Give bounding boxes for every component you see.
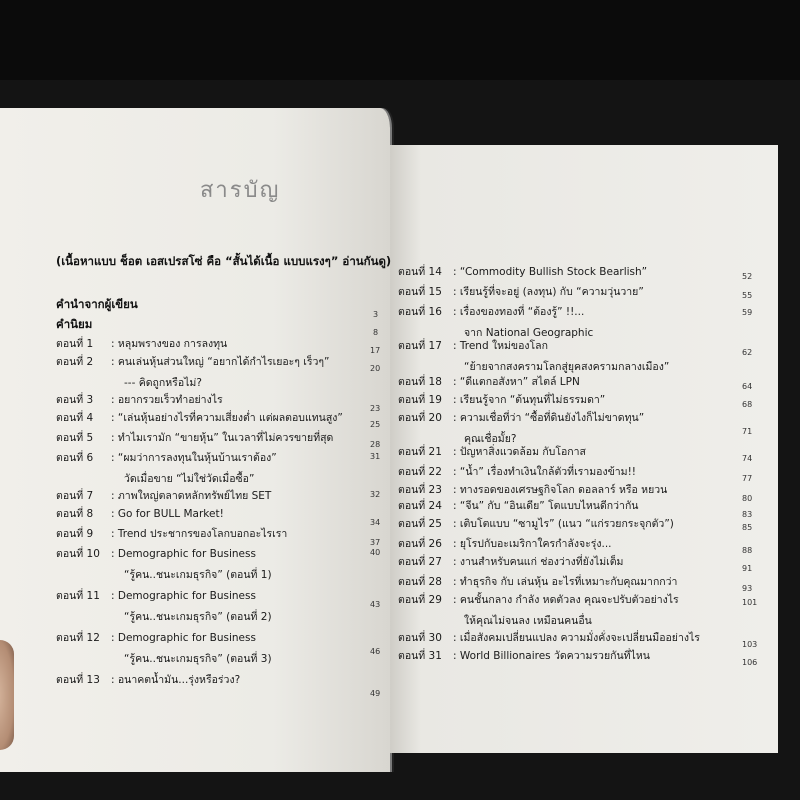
chapter-label: ตอนที่ 3	[56, 394, 94, 406]
page-number: 74	[742, 454, 753, 463]
chapter-label: ตอนที่ 12	[56, 632, 100, 644]
chapter-label: ตอนที่ 7	[56, 490, 94, 502]
toc-entry	[398, 518, 674, 531]
toc-entry	[398, 446, 586, 459]
page-number: 88	[742, 546, 753, 555]
chapter-title: : งานสำหรับคนแก่ ช่องว่างที่ยังไม่เต็ม	[453, 556, 624, 568]
chapter-label: ตอนที่ 14	[398, 266, 442, 278]
page-number: 3	[373, 310, 379, 319]
toc-subtitle: (เนื้อหาแบบ ช็อต เอสเปรสโซ่ คือ “สั้นได้เนื้อ แบบแรงๆ” อ่านกันดู)	[56, 254, 392, 268]
chapter-title: : Demographic for Business	[111, 632, 256, 644]
page-number: 49	[370, 689, 381, 698]
toc-entry	[56, 412, 343, 425]
page-number: 31	[370, 452, 381, 461]
chapter-label: ตอนที่ 16	[398, 306, 442, 318]
chapter-label: ตอนที่ 18	[398, 376, 442, 388]
chapter-label: ตอนที่ 26	[398, 538, 442, 550]
chapter-label: ตอนที่ 15	[398, 286, 442, 298]
toc-entry	[398, 376, 580, 389]
toc-entry	[398, 266, 647, 279]
chapter-title: : ความเชื่อที่ว่า “ซื้อที่ดินยังไงก็ไม่ขาดทุน”	[453, 412, 645, 424]
preface-recommend: คำนิยม	[56, 317, 93, 331]
chapter-title: : ทำไมเรามัก “ขายหุ้น” ในเวลาที่ไม่ควรขายที่สุด	[111, 432, 334, 444]
chapter-label: ตอนที่ 6	[56, 452, 94, 464]
chapter-title: : เรื่องของทองที่ “ต้องรู้” !!...	[453, 306, 585, 318]
toc-entry	[56, 432, 333, 445]
page-number: 62	[742, 348, 753, 357]
chapter-title: : “น้ำ” เรื่องทำเงินใกล้ตัวที่เรามองข้าม!!	[453, 466, 636, 478]
chapter-title-continued: “รู้คน..ชนะเกมธุรกิจ” (ตอนที่ 3)	[124, 653, 272, 665]
page-number: 32	[370, 490, 381, 499]
preface-author: คำนำจากผู้เขียน	[56, 297, 138, 311]
chapter-title-continued: จาก National Geographic	[464, 327, 594, 339]
chapter-title: : Demographic for Business	[111, 548, 256, 560]
page-number: 40	[370, 548, 381, 557]
page-number: 28	[370, 440, 381, 449]
chapter-title: : “Commodity Bullish Stock Bearlish”	[453, 266, 648, 278]
chapter-title: : ทางรอดของเศรษฐกิจโลก ดอลลาร์ หรือ หยวน	[453, 484, 668, 496]
chapter-title-continued: “รู้คน..ชนะเกมธุรกิจ” (ตอนที่ 1)	[124, 569, 272, 581]
chapter-title: : หลุมพรางของ การลงทุน	[111, 338, 228, 350]
page-number: 93	[742, 584, 753, 593]
toc-entry	[398, 340, 548, 353]
page-number: 103	[742, 640, 758, 649]
toc-entry	[56, 356, 330, 369]
toc-entry	[398, 412, 644, 425]
page-number: 77	[742, 474, 753, 483]
chapter-title-continued: คุณเชื่อมั้ย?	[464, 433, 517, 445]
chapter-label: ตอนที่ 25	[398, 518, 442, 530]
chapter-label: ตอนที่ 8	[56, 508, 94, 520]
page-number: 106	[742, 658, 758, 667]
toc-entry	[398, 394, 605, 407]
toc-entry	[398, 594, 679, 607]
page-number: 8	[373, 328, 379, 337]
chapter-label: ตอนที่ 1	[56, 338, 94, 350]
chapter-title-continued: “รู้คน..ชนะเกมธุรกิจ” (ตอนที่ 2)	[124, 611, 272, 623]
chapter-title: : เติบโตแบบ “ซามูไร” (แนว “แก่รวยกระจุกตัว”)	[453, 518, 674, 530]
page-number: 23	[370, 404, 381, 413]
chapter-label: ตอนที่ 24	[398, 500, 442, 512]
page-number: 80	[742, 494, 753, 503]
chapter-title: : ยุโรปกับอะเมริกาใครกำลังจะรุ่ง...	[453, 538, 612, 550]
chapter-label: ตอนที่ 11	[56, 590, 100, 602]
chapter-title: : เรียนรู้จาก “ต้นทุนที่ไม่ธรรมดา”	[453, 394, 606, 406]
chapter-title: : คนเล่นหุ้นส่วนใหญ่ “อยากได้กำไรเยอะๆ เร็วๆ”	[111, 356, 330, 368]
page-number: 34	[370, 518, 381, 527]
chapter-label: ตอนที่ 30	[398, 632, 442, 644]
page-number: 43	[370, 600, 381, 609]
chapter-label: ตอนที่ 27	[398, 556, 442, 568]
chapter-title: : Trend ใหม่ของโลก	[453, 340, 548, 352]
chapter-label: ตอนที่ 21	[398, 446, 442, 458]
page-number: 68	[742, 400, 753, 409]
toc-entry	[56, 508, 224, 521]
chapter-label: ตอนที่ 5	[56, 432, 94, 444]
chapter-title: : ภาพใหญ่ตลาดหลักทรัพย์ไทย SET	[111, 490, 272, 502]
page-number: 59	[742, 308, 753, 317]
toc-entry	[56, 632, 256, 645]
chapter-title: : “เล่นหุ้นอย่างไรที่ความเสี่ยงต่ำ แต่ผลตอบแทนสูง”	[111, 412, 343, 424]
page-number: 85	[742, 523, 753, 532]
chapter-title-continued: ให้คุณไม่จนลง เหมือนคนอื่น	[464, 615, 592, 627]
toc-entry	[398, 306, 584, 319]
chapter-title: : อยากรวยเร็วทำอย่างไร	[111, 394, 223, 406]
toc-entry	[56, 548, 256, 561]
chapter-label: ตอนที่ 4	[56, 412, 94, 424]
toc-entry	[398, 484, 667, 497]
toc-entry	[56, 338, 227, 351]
chapter-label: ตอนที่ 10	[56, 548, 100, 560]
page-number: 64	[742, 382, 753, 391]
chapter-label: ตอนที่ 9	[56, 528, 94, 540]
hand-thumb	[0, 640, 14, 750]
chapter-label: ตอนที่ 20	[398, 412, 442, 424]
chapter-label: ตอนที่ 17	[398, 340, 442, 352]
page-number: 20	[370, 364, 381, 373]
chapter-title: : World Billionaires วัดความรวยกันที่ไหน	[453, 650, 650, 662]
toc-entry	[398, 286, 644, 299]
chapter-label: ตอนที่ 31	[398, 650, 442, 662]
toc-entry	[56, 490, 271, 503]
chapter-title: : Demographic for Business	[111, 590, 256, 602]
chapter-title: : “จีน” กับ “อินเดีย” โตแบบไหนดีกว่ากัน	[453, 500, 639, 512]
page-number: 52	[742, 272, 753, 281]
chapter-title-continued: --- คิดถูกหรือไม่?	[124, 377, 202, 389]
toc-entry	[398, 466, 636, 479]
chapter-title: : “ผมว่าการลงทุนในหุ้นบ้านเราต้อง”	[111, 452, 277, 464]
page-number: 17	[370, 346, 381, 355]
toc-entry	[56, 674, 240, 687]
chapter-title: : ทำธุรกิจ กับ เล่นหุ้น อะไรที่เหมาะกับคุณมากกว่า	[453, 576, 678, 588]
page-number: 71	[742, 427, 753, 436]
chapter-label: ตอนที่ 29	[398, 594, 442, 606]
toc-entry	[56, 528, 287, 541]
chapter-title: : เรียนรู้ที่จะอยู่ (ลงทุน) กับ “ความวุ่นวาย”	[453, 286, 644, 298]
page-number: 25	[370, 420, 381, 429]
chapter-title: : ปัญหาสิ่งแวดล้อม กับโอกาส	[453, 446, 586, 458]
chapter-title: : Go for BULL Market!	[111, 508, 224, 520]
toc-entry	[398, 500, 638, 513]
chapter-label: ตอนที่ 19	[398, 394, 442, 406]
toc-entry	[56, 452, 277, 465]
page-number: 101	[742, 598, 758, 607]
chapter-title-continued: “ย้ายจากสงครามโลกสู่ยุคสงครามกลางเมือง”	[464, 361, 670, 373]
page-number: 37	[370, 538, 381, 547]
chapter-label: ตอนที่ 2	[56, 356, 94, 368]
page-number: 55	[742, 291, 753, 300]
chapter-label: ตอนที่ 28	[398, 576, 442, 588]
toc-entry	[398, 556, 623, 569]
chapter-title-continued: วัดเมื่อขาย “ไม่ใช่วัดเมื่อซื้อ”	[124, 473, 255, 485]
chapter-title: : เมื่อสังคมเปลี่ยนแปลง ความมั่งคั่งจะเปลี่ยนมืออย่างไร	[453, 632, 700, 644]
chapter-title: : อนาคตน้ำมัน...รุ่งหรือร่วง?	[111, 674, 241, 686]
page-number: 46	[370, 647, 381, 656]
chapter-title: : คนชั้นกลาง กำลัง หดตัวลง คุณจะปรับตัวอย่างไร	[453, 594, 679, 606]
toc-entry	[398, 538, 612, 551]
toc-entry	[398, 650, 650, 663]
chapter-title: : “ดีแตกอสังหา” สไตล์ LPN	[453, 376, 580, 388]
chapter-label: ตอนที่ 13	[56, 674, 100, 686]
page-title: สารบัญ	[200, 178, 281, 203]
toc-entry	[398, 632, 700, 645]
toc-entry	[56, 394, 223, 407]
page-number: 91	[742, 564, 753, 573]
chapter-label: ตอนที่ 22	[398, 466, 442, 478]
page-number: 83	[742, 510, 753, 519]
chapter-label: ตอนที่ 23	[398, 484, 442, 496]
toc-entry	[398, 576, 677, 589]
chapter-title: : Trend ประชากรของโลกบอกอะไรเรา	[111, 528, 288, 540]
toc-entry	[56, 590, 256, 603]
